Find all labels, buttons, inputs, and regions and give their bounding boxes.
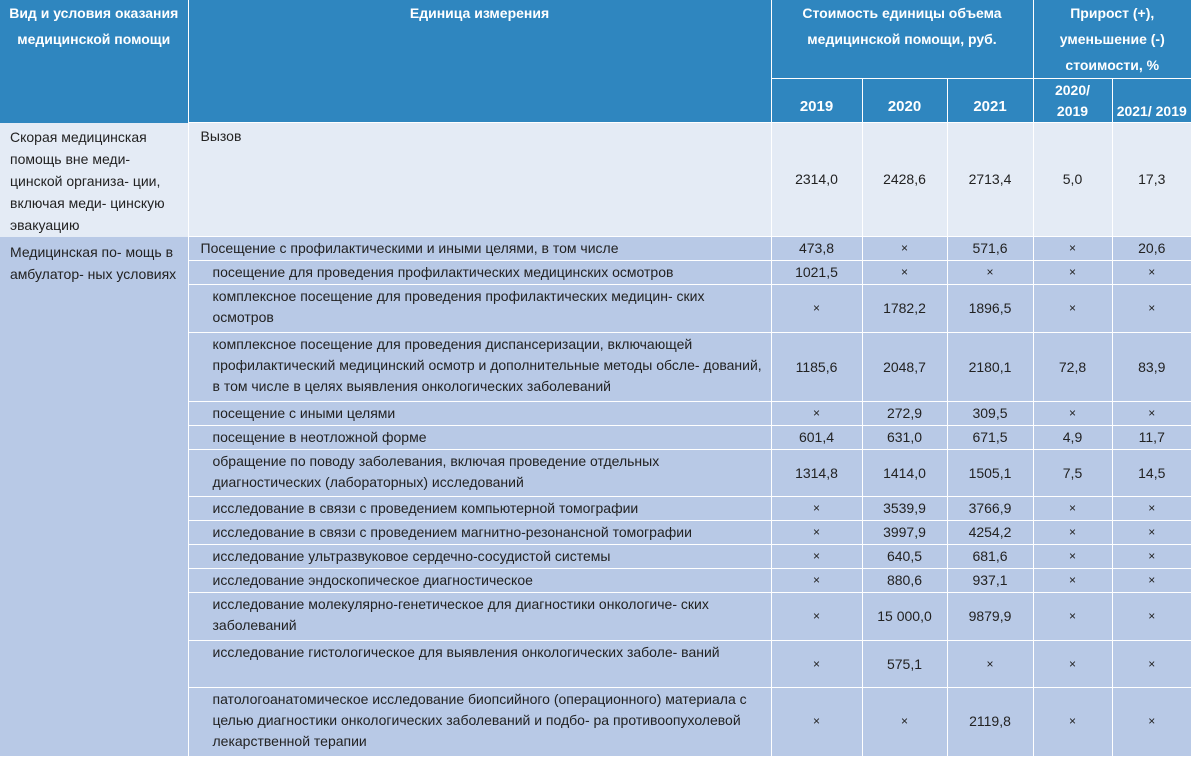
value-2021: × bbox=[947, 641, 1033, 688]
value-2021: 1505,1 bbox=[947, 450, 1033, 497]
growth-2020-2019: × bbox=[1033, 641, 1112, 688]
value-2020: 640,5 bbox=[862, 545, 947, 569]
category-outpatient: Медицинская по- мощь в амбулатор- ных условиях bbox=[0, 237, 188, 756]
category-ambulance: Скорая медицинская помощь вне меди- цинской организа- ции, включая меди- цинскую эвакуацию bbox=[0, 123, 188, 237]
value-2020: 272,9 bbox=[862, 402, 947, 426]
unit-cell: патологоанатомическое исследование биопсийного (операционного) материала с целью диагностики онкологических заболеваний и подбо- ра противоопухолевой лекарственной терапии bbox=[188, 688, 771, 756]
growth-2021-2019: 14,5 bbox=[1112, 450, 1191, 497]
growth-2020-2019: 7,5 bbox=[1033, 450, 1112, 497]
value-2019: × bbox=[771, 593, 862, 641]
header-unit: Единица измерения bbox=[188, 0, 771, 123]
value-2019: × bbox=[771, 402, 862, 426]
growth-2020-2019: × bbox=[1033, 237, 1112, 261]
value-2021: 671,5 bbox=[947, 426, 1033, 450]
growth-2021-2019: × bbox=[1112, 641, 1191, 688]
unit-cell: Посещение с профилактическими и иными целями, в том числе bbox=[188, 237, 771, 261]
unit-cell: исследование эндоскопическое диагностическое bbox=[188, 569, 771, 593]
value-2021: 681,6 bbox=[947, 545, 1033, 569]
value-2021: 2180,1 bbox=[947, 333, 1033, 402]
growth-2021-2019: 17,3 bbox=[1112, 123, 1191, 237]
value-2019: × bbox=[771, 641, 862, 688]
growth-2020-2019: × bbox=[1033, 688, 1112, 756]
growth-2020-2019: × bbox=[1033, 545, 1112, 569]
growth-2020-2019: 5,0 bbox=[1033, 123, 1112, 237]
unit-cell: исследование молекулярно-генетическое для диагностики онкологиче- ских заболеваний bbox=[188, 593, 771, 641]
value-2020: × bbox=[862, 237, 947, 261]
unit-cell: исследование гистологическое для выявления онкологических заболе- ваний bbox=[188, 641, 771, 688]
header-year-2021: 2021 bbox=[947, 79, 1033, 123]
value-2020: × bbox=[862, 688, 947, 756]
growth-2020-2019: × bbox=[1033, 261, 1112, 285]
growth-2021-2019: 20,6 bbox=[1112, 237, 1191, 261]
value-2019: 1021,5 bbox=[771, 261, 862, 285]
value-2019: 473,8 bbox=[771, 237, 862, 261]
value-2021: 2119,8 bbox=[947, 688, 1033, 756]
growth-2020-2019: × bbox=[1033, 402, 1112, 426]
unit-cell: комплексное посещение для проведения профилактических медицин- ских осмотров bbox=[188, 285, 771, 333]
header-year-2020: 2020 bbox=[862, 79, 947, 123]
table-row bbox=[0, 237, 1191, 261]
table-row bbox=[0, 123, 1191, 237]
growth-2020-2019: × bbox=[1033, 569, 1112, 593]
value-2020: × bbox=[862, 261, 947, 285]
value-2019: 2314,0 bbox=[771, 123, 862, 237]
value-2021: 571,6 bbox=[947, 237, 1033, 261]
value-2019: × bbox=[771, 497, 862, 521]
value-2021: 2713,4 bbox=[947, 123, 1033, 237]
value-2019: 1185,6 bbox=[771, 333, 862, 402]
unit-cell: исследование ультразвуковое сердечно-сосудистой системы bbox=[188, 545, 771, 569]
header-period-2021-2019: 2021/ 2019 bbox=[1112, 79, 1191, 123]
growth-2021-2019: 11,7 bbox=[1112, 426, 1191, 450]
unit-cell: посещение в неотложной форме bbox=[188, 426, 771, 450]
value-2020: 2428,6 bbox=[862, 123, 947, 237]
growth-2021-2019: × bbox=[1112, 497, 1191, 521]
value-2021: 9879,9 bbox=[947, 593, 1033, 641]
growth-2020-2019: × bbox=[1033, 497, 1112, 521]
unit-cell: обращение по поводу заболевания, включая проведение отдельных диагностических (лабораторных) исследований bbox=[188, 450, 771, 497]
value-2019: 1314,8 bbox=[771, 450, 862, 497]
growth-2021-2019: × bbox=[1112, 545, 1191, 569]
growth-2021-2019: × bbox=[1112, 593, 1191, 641]
value-2021: 1896,5 bbox=[947, 285, 1033, 333]
header-cost: Стоимость единицы объема медицинской помощи, руб. bbox=[771, 0, 1033, 79]
growth-2020-2019: × bbox=[1033, 521, 1112, 545]
header-type: Вид и условия оказания медицинской помощи bbox=[0, 0, 188, 123]
header-year-2019: 2019 bbox=[771, 79, 862, 123]
growth-2021-2019: × bbox=[1112, 261, 1191, 285]
value-2019: × bbox=[771, 285, 862, 333]
growth-2020-2019: × bbox=[1033, 285, 1112, 333]
value-2020: 15 000,0 bbox=[862, 593, 947, 641]
value-2021: × bbox=[947, 261, 1033, 285]
growth-2021-2019: 83,9 bbox=[1112, 333, 1191, 402]
value-2020: 2048,7 bbox=[862, 333, 947, 402]
unit-cell: комплексное посещение для проведения диспансеризации, включающей профилактический медицинский осмотр и дополнительные методы обсле- дований, в том числе в целях выявления онкологических заболеваний bbox=[188, 333, 771, 402]
value-2020: 1414,0 bbox=[862, 450, 947, 497]
value-2020: 3539,9 bbox=[862, 497, 947, 521]
value-2020: 880,6 bbox=[862, 569, 947, 593]
unit-cell: Вызов bbox=[188, 123, 771, 237]
growth-2021-2019: × bbox=[1112, 521, 1191, 545]
unit-cell: исследование в связи с проведением магнитно-резонансной томографии bbox=[188, 521, 771, 545]
value-2019: × bbox=[771, 688, 862, 756]
growth-2021-2019: × bbox=[1112, 285, 1191, 333]
growth-2021-2019: × bbox=[1112, 569, 1191, 593]
header-growth: Прирост (+), уменьшение (-) стоимости, % bbox=[1033, 0, 1191, 79]
value-2020: 575,1 bbox=[862, 641, 947, 688]
unit-cell: исследование в связи с проведением компьютерной томографии bbox=[188, 497, 771, 521]
growth-2021-2019: × bbox=[1112, 688, 1191, 756]
value-2021: 937,1 bbox=[947, 569, 1033, 593]
value-2021: 3766,9 bbox=[947, 497, 1033, 521]
unit-cell: посещение для проведения профилактических медицинских осмотров bbox=[188, 261, 771, 285]
value-2020: 3997,9 bbox=[862, 521, 947, 545]
growth-2020-2019: × bbox=[1033, 593, 1112, 641]
value-2021: 309,5 bbox=[947, 402, 1033, 426]
unit-cell: посещение с иными целями bbox=[188, 402, 771, 426]
value-2019: × bbox=[771, 521, 862, 545]
growth-2021-2019: × bbox=[1112, 402, 1191, 426]
header-period-2020-2019: 2020/ 2019 bbox=[1033, 79, 1112, 123]
value-2020: 631,0 bbox=[862, 426, 947, 450]
value-2021: 4254,2 bbox=[947, 521, 1033, 545]
growth-2020-2019: 4,9 bbox=[1033, 426, 1112, 450]
value-2019: × bbox=[771, 545, 862, 569]
growth-2020-2019: 72,8 bbox=[1033, 333, 1112, 402]
value-2019: × bbox=[771, 569, 862, 593]
value-2019: 601,4 bbox=[771, 426, 862, 450]
value-2020: 1782,2 bbox=[862, 285, 947, 333]
